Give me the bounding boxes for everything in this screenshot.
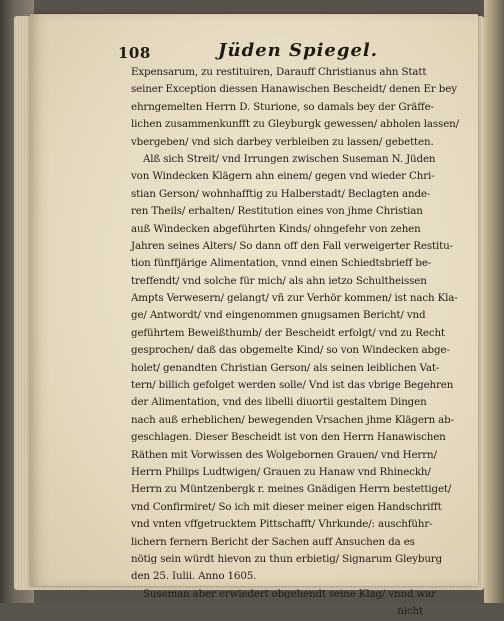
text-line: seiner Exception diessen Hanawischen Bescheidt/ denen Er bey <box>131 83 457 96</box>
text-line: Ampts Verwesern/ gelangt/ vñ zur Verhör kommen/ ist nach Kla- <box>131 292 458 305</box>
text-line: Jahren seines Alters/ So dann off den Fall verweigerter Restitu- <box>131 239 453 252</box>
text-line: ehrngemelten Herrn D. Sturione, so damals bey der Gräffe- <box>131 100 434 113</box>
page-header <box>118 40 418 64</box>
text-line: holet/ genandten Christian Gerson/ als seinen leiblichen Vat- <box>131 361 440 374</box>
text-line: nötig sein würdt hievon zu thun erbietig/ Signarum Gleyburg <box>131 552 443 565</box>
facing-page-edge <box>484 0 504 603</box>
text-line: auß Windecken abgeführten Kinds/ ohngefehr von zehen <box>131 222 421 235</box>
text-line: nach auß erheblichen/ bewegenden Vrsachen jhme Klägern ab- <box>131 413 454 426</box>
text-line: Herrn Philips Ludtwigen/ Grauen zu Hanaw vnd Rhineckh/ <box>131 465 431 478</box>
text-line: Expensarum, zu restituiren, Darauff Christianus ahn Statt <box>131 66 427 78</box>
text-line: lichern fernern Bericht der Sachen auff Ansuchen da es <box>131 535 415 548</box>
page-number: 108 <box>118 44 151 62</box>
text-line: Räthen mit Vorwissen des Wolgebornen Grauen/ vnd Herrn/ <box>131 448 437 461</box>
text-line: stian Gerson/ wohnhafftig zu Halberstadt/ Beclagten ande- <box>131 187 431 200</box>
text-line: tern/ billich gefolget werden solle/ Vnd ist das vbrige Begehren <box>131 379 454 392</box>
text-line: Herrn zu Müntzenbergk r. meines Gnädigen Herrn bestettiget/ <box>131 483 452 496</box>
text-line: den 25. Iulii. Anno 1605. <box>131 570 257 583</box>
text-line: tion fünffjärige Alimentation, vnnd einen Schiedtsbrieff be- <box>131 257 432 270</box>
text-line: Alß sich Streit/ vnd Irrungen zwischen Suseman N. Jüden <box>143 152 436 165</box>
text-line: ren Theils/ erhalten/ Restitution eines von jhme Christian <box>131 205 423 218</box>
text-line: von Windecken Klägern ahn einem/ gegen vnd wieder Chri- <box>131 170 435 183</box>
text-line: Suseman aber erwiedert obgehendt seine Klag/ vnnd war <box>143 587 436 600</box>
text-line: vbergeben/ vnd sich darbey verbleiben zu lassen/ gebetten. <box>131 135 434 148</box>
text-line: geschlagen. Dieser Bescheidt ist von den Herrn Hanawischen <box>131 431 446 444</box>
body-text <box>131 64 459 621</box>
text-line: geführtem Beweißthumb/ der Bescheidt erfolgt/ vnd zu Recht <box>131 326 445 339</box>
text-line: lichen zusammenkunfft zu Gleyburgk gewessen/ abholen lassen/ <box>131 118 459 131</box>
catchword: nicht <box>397 605 423 618</box>
text-line: vnd vnten vffgetrucktem Pittschafft/ Vhrkunde/: auschführ- <box>131 518 433 531</box>
text-line: der Alimentation, vnd des libelli diuortii gestaltem Dingen <box>131 396 427 409</box>
text-line: ge/ Antwordt/ vnd eingenommen gnugsamen Bericht/ vnd <box>131 309 426 322</box>
running-title: Jüden Spiegel. <box>218 40 379 61</box>
text-line: vnd Confirmiret/ So ich mit dieser meiner eigen Handschrifft <box>131 500 442 513</box>
text-line: gesprochen/ daß das obgemelte Kind/ so von Windecken abge- <box>131 344 450 357</box>
text-line: treffendt/ vnd solche für mich/ als ahn ietzo Schultheissen <box>131 274 427 287</box>
